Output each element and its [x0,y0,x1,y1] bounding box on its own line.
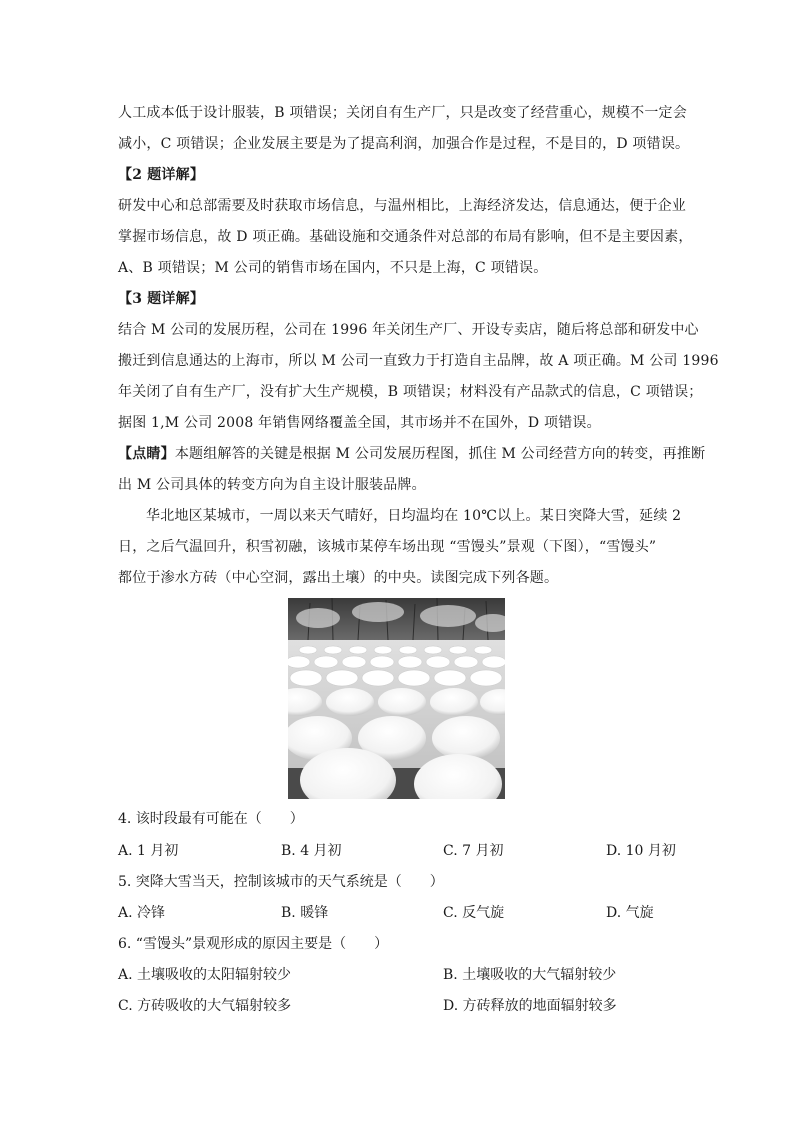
q6-option-c: C. 方砖吸收的大气辐射较多 [118,998,292,1014]
q4-option-a: A. 1 月初 [118,843,179,859]
tip-text: 本题组解答的关键是根据 M 公司发展历程图，抓住 M 公司经营方向的转变，再推断 [174,446,706,462]
question-4-stem: 4. 该时段最有可能在（ ） [118,811,304,827]
q3-line: 搬迁到信息通达的上海市，所以 M 公司一直致力于打造自主品牌，故 A 项正确。M 公司 1996 [118,353,719,369]
q4-option-d: D. 10 月初 [606,843,676,859]
explanation-line: 减小，C 项错误；企业发展主要是为了提高利润，加强合作是过程，不是目的，D 项错误。 [118,136,690,152]
q5-option-d: D. 气旋 [606,905,654,921]
q6-option-d: D. 方砖释放的地面辐射较多 [443,998,617,1014]
question-6-stem: 6. “雪馒头”景观形成的原因主要是（ ） [118,936,389,952]
q4-option-c: C. 7 月初 [443,843,504,859]
explanation-block [118,98,719,594]
q3-line: 结合 M 公司的发展历程，公司在 1996 年关闭生产厂、开设专卖店，随后将总部和研发中心 [118,322,699,338]
q3-line: 年关闭了自有生产厂，没有扩大生产规模，B 项错误；材料没有产品款式的信息，C 项错误； [118,384,703,400]
q5-option-a: A. 冷锋 [118,905,166,921]
q2-line: 研发中心和总部需要及时获取市场信息，与温州相比，上海经济发达，信息通达，便于企业 [118,198,686,214]
tip-line [118,439,706,470]
q6-option-a: A. 土壤吸收的太阳辐射较少 [118,967,292,983]
passage-line: 都位于渗水方砖（中心空洞，露出土壤）的中央。读图完成下列各题。 [118,570,559,586]
q5-option-b: B. 暖锋 [281,905,329,921]
explanation-line: 人工成本低于设计服装，B 项错误；关闭自有生产厂，只是改变了经营重心，规模不一定会 [118,105,687,121]
q2-heading: 【2 题详解】 [118,167,205,183]
q4-option-b: B. 4 月初 [281,843,342,859]
tip-line: 出 M 公司具体的转变方向为自主设计服装品牌。 [118,477,426,493]
q2-line: A、B 项错误；M 公司的销售市场在国内，不只是上海，C 项错误。 [118,260,548,276]
q6-option-b: B. 土壤吸收的大气辐射较少 [443,967,617,983]
snow-mound-photo [288,598,505,799]
passage-line: 华北地区某城市，一周以来天气晴好，日均温均在 10℃以上。某日突降大雪，延续 2 [146,508,682,524]
q3-line: 据图 1,M 公司 2008 年销售网络覆盖全国，其市场并不在国外，D 项错误。 [118,415,601,431]
passage-line: 日，之后气温回升，积雪初融，该城市某停车场出现 “雪馒头”景观（下图），“雪馒头” [118,539,657,555]
tip-label: 【点睛】 [118,446,175,462]
q5-option-c: C. 反气旋 [443,905,505,921]
question-5-stem: 5. 突降大雪当天，控制该城市的天气系统是（ ） [118,874,444,890]
q3-heading: 【3 题详解】 [118,291,205,307]
q2-line: 掌握市场信息，故 D 项正确。基础设施和交通条件对总部的布局有影响，但不是主要因素， [118,229,693,245]
